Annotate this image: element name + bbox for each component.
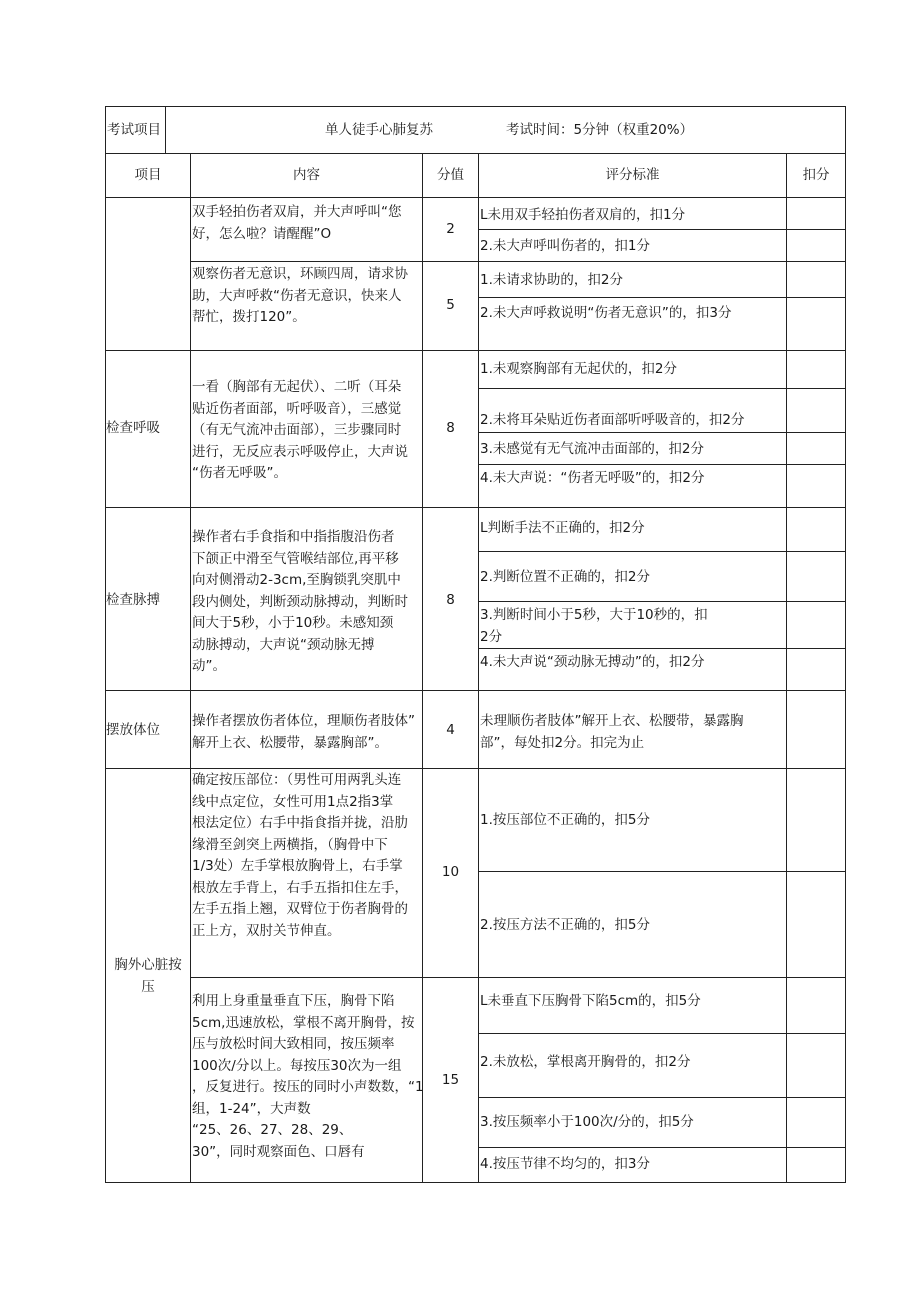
table-border-right bbox=[845, 106, 846, 1183]
criteria-cell: 2.未放松，掌根离开胸骨的，扣2分 bbox=[480, 1054, 691, 1070]
content-cell: 观察伤者无意识，环顾四周，请求协 助，大声呼救“伤者无意识，快来人 帮忙，拨打120”。 bbox=[192, 266, 408, 325]
row-divider bbox=[105, 507, 846, 508]
row-divider bbox=[105, 350, 846, 351]
column-divider bbox=[478, 153, 479, 1183]
row-divider bbox=[105, 690, 846, 691]
criteria-divider bbox=[478, 871, 846, 872]
criteria-cell: 3.按压频率小于100次/分的，扣5分 bbox=[480, 1114, 694, 1130]
criteria-divider bbox=[478, 1033, 846, 1034]
criteria-cell: 1.按压部位不正确的，扣5分 bbox=[480, 812, 650, 828]
criteria-cell: 2.未将耳朵贴近伤者面部听呼吸音的，扣2分 bbox=[480, 412, 745, 428]
criteria-divider bbox=[478, 1097, 846, 1098]
content-cell: 一看（胸部有无起伏）、二听（耳朵 贴近伤者面部，听呼吸音），三感觉 （有无气流冲击面部），三步骤同时 进行，无反应表示呼吸停止，大声说 “伤者无呼吸”。 bbox=[192, 379, 408, 481]
criteria-cell: L未垂直下压胸骨下陷5cm的，扣5分 bbox=[480, 993, 701, 1009]
column-divider bbox=[190, 153, 191, 1183]
content-cell: 操作者摆放伤者体位，理顺伤者肢体” 解开上衣、松腰带，暴露胸部”。 bbox=[192, 713, 415, 751]
column-header-item: 项目 bbox=[134, 167, 162, 183]
criteria-divider bbox=[478, 229, 846, 230]
item-cell: 胸外心脏按 压 bbox=[114, 957, 182, 995]
item-cell: 摆放体位 bbox=[106, 722, 160, 738]
criteria-cell: L未用双手轻拍伤者双肩的，扣1分 bbox=[480, 207, 686, 223]
content-cell: 双手轻拍伤者双肩，并大声呼叫“您 好，怎么啦？请醒醒”O bbox=[192, 204, 402, 242]
column-divider bbox=[786, 153, 787, 1183]
table-border-bottom bbox=[105, 1182, 846, 1183]
criteria-cell: 3.判断时间小于5秒，大于10秒的，扣 2分 bbox=[480, 607, 708, 645]
row-divider bbox=[105, 197, 846, 198]
header-divider bbox=[165, 106, 166, 153]
criteria-divider bbox=[478, 551, 846, 552]
score-cell: 10 bbox=[441, 864, 460, 880]
score-cell: 5 bbox=[446, 297, 455, 313]
criteria-cell: 4.未大声说“颈动脉无搏动”的，扣2分 bbox=[480, 654, 705, 670]
score-cell: 8 bbox=[446, 420, 455, 436]
score-cell: 8 bbox=[446, 592, 455, 608]
criteria-divider bbox=[478, 1147, 846, 1148]
exam-time: 考试时间：5分钟（权重20%） bbox=[506, 122, 694, 138]
score-cell: 15 bbox=[441, 1072, 460, 1088]
exam-name: 单人徒手心肺复苏 bbox=[325, 122, 433, 138]
content-cell: 利用上身重量垂直下压，胸骨下陷 5cm,迅速放松，掌根不离开胸骨，按 压与放松时间大致相同，按压频率 100次/分以上。每按压30次为一组 ，反复进行。按压的同时小声数数，“1 组，1-24”，大声数 “25、26、27、28、29、 30”，同时观察面色、口唇有 bbox=[192, 993, 424, 1160]
criteria-cell: 2.未大声呼叫伤者的，扣1分 bbox=[480, 238, 650, 254]
criteria-cell: 4.按压节律不均匀的，扣3分 bbox=[480, 1156, 650, 1172]
criteria-divider bbox=[478, 464, 846, 465]
row-divider bbox=[105, 153, 846, 154]
exam-item-label: 考试项目 bbox=[107, 122, 161, 138]
column-header-score: 分值 bbox=[437, 167, 464, 183]
criteria-divider bbox=[478, 388, 846, 389]
criteria-divider bbox=[478, 601, 846, 602]
score-cell: 2 bbox=[446, 221, 455, 237]
column-header-criteria: 评分标准 bbox=[605, 167, 660, 183]
criteria-cell: 1.未观察胸部有无起伏的，扣2分 bbox=[480, 361, 677, 377]
content-cell: 操作者右手食指和中指指腹沿伤者 下颌正中滑至气管喉结部位,再平移 向对侧滑动2-3cm,至胸锁乳突肌中 段内侧处，判断颈动脉搏动，判断时 间大于5秒，小于10秒。未感知颈 动脉搏动，大声说“颈动脉无搏 动”。 bbox=[192, 529, 408, 674]
criteria-cell: 未理顺伤者肢体”解开上衣、松腰带，暴露胸 部”，每处扣2分。扣完为止 bbox=[480, 713, 744, 751]
item-cell: 检查呼吸 bbox=[106, 420, 160, 436]
criteria-divider bbox=[478, 648, 846, 649]
item-cell: 检查脉搏 bbox=[106, 592, 160, 608]
criteria-cell: 2.按压方法不正确的，扣5分 bbox=[480, 917, 650, 933]
criteria-cell: 4.未大声说：“伤者无呼吸”的，扣2分 bbox=[480, 470, 705, 486]
row-divider bbox=[105, 768, 846, 769]
column-header-content: 内容 bbox=[293, 167, 320, 183]
criteria-cell: 3.未感觉有无气流冲击面部的，扣2分 bbox=[480, 441, 704, 457]
row-divider bbox=[190, 261, 846, 262]
criteria-cell: L判断手法不正确的，扣2分 bbox=[480, 520, 645, 536]
column-header-deduct: 扣分 bbox=[802, 167, 830, 183]
row-divider bbox=[190, 977, 846, 978]
criteria-cell: 2.判断位置不正确的，扣2分 bbox=[480, 569, 650, 585]
criteria-divider bbox=[478, 297, 846, 298]
criteria-cell: 1.未请求协助的，扣2分 bbox=[480, 272, 623, 288]
table-border-top bbox=[105, 106, 846, 107]
criteria-divider bbox=[478, 432, 846, 433]
score-cell: 4 bbox=[446, 722, 455, 738]
table-border-left bbox=[105, 106, 106, 1183]
criteria-cell: 2.未大声呼救说明“伤者无意识”的，扣3分 bbox=[480, 305, 732, 321]
content-cell: 确定按压部位：（男性可用两乳头连 线中点定位，女性可用1点2指3掌 根法定位）右手中指食指并拢，沿肋 缘滑至剑突上两横指，（胸骨中下 1/3处）左手掌根放胸骨上，右手掌 根放左手背上，右手五指扣住左手， 左手五指上翘，双臂位于伤者胸骨的 正上方，双肘关节伸直。 bbox=[192, 772, 408, 939]
